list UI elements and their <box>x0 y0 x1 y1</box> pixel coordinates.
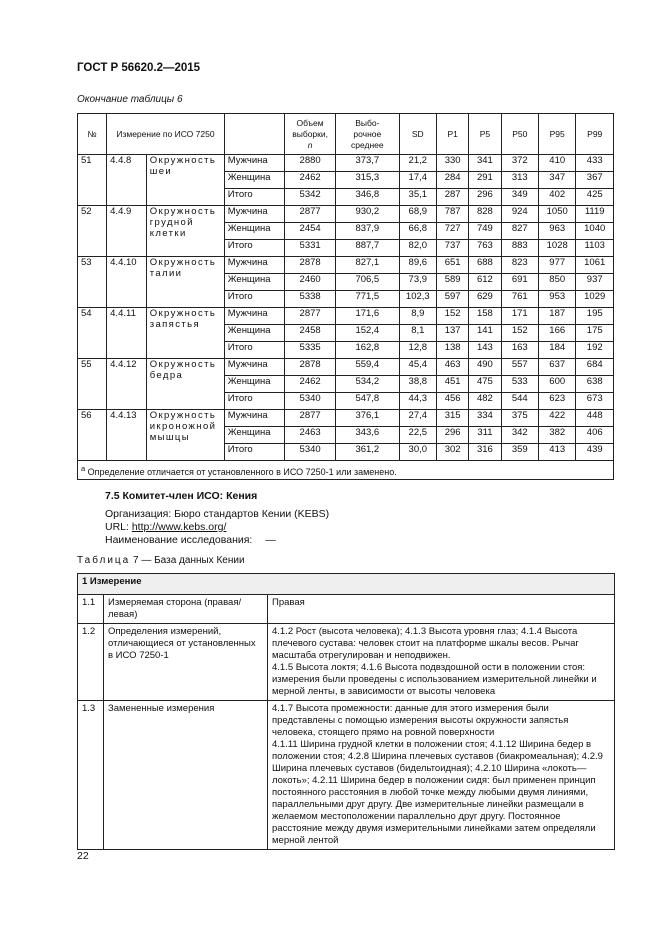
value-cell: 349 <box>501 189 538 206</box>
value-cell: 600 <box>538 376 575 393</box>
value-cell: 376,1 <box>336 410 399 427</box>
group-cell: Мужчина <box>224 359 284 376</box>
value-cell: 5342 <box>285 189 336 206</box>
group-cell: Женщина <box>224 427 284 444</box>
table6-footnote-row <box>78 461 614 480</box>
value-cell: 402 <box>538 189 575 206</box>
value-cell: 2462 <box>285 376 336 393</box>
value-cell: 410 <box>538 155 575 172</box>
value-cell: 316 <box>469 444 501 461</box>
value-cell: 171,6 <box>336 308 399 325</box>
table6-caption: Окончание таблицы 6 <box>77 94 183 105</box>
value-cell: 534,2 <box>336 376 399 393</box>
value-cell: 73,9 <box>399 274 436 291</box>
group-cell: Мужчина <box>224 410 284 427</box>
value-cell: 346,8 <box>336 189 399 206</box>
value-cell: 284 <box>437 172 469 189</box>
value-cell: 175 <box>576 325 614 342</box>
value-cell: 367 <box>576 172 614 189</box>
table7 <box>77 573 615 850</box>
group-cell: Итого <box>224 444 284 461</box>
col-measure: Измерение по ИСО 7250 <box>107 114 225 155</box>
table6 <box>77 113 614 480</box>
document-header: ГОСТ Р 56620.2—2015 <box>77 62 201 74</box>
value-cell: 330 <box>437 155 469 172</box>
value-cell: 637 <box>538 359 575 376</box>
value-cell: 2462 <box>285 172 336 189</box>
value-cell: 787 <box>437 206 469 223</box>
group-cell: Итого <box>224 342 284 359</box>
row-number: 56 <box>78 410 107 461</box>
value-cell: 82,0 <box>399 240 436 257</box>
value-cell: 559,4 <box>336 359 399 376</box>
value-cell: 313 <box>501 172 538 189</box>
value-cell: 296 <box>437 427 469 444</box>
paragraph: 4.1.2 Рост (высота человека); 4.1.3 Высота уровня глаз; 4.1.4 Высота плечевого сустава: человек стоит на платформе шкалы весов. Рычаг масштаба отрегулирован и неподвижен. <box>272 626 579 661</box>
value-cell: 291 <box>469 172 501 189</box>
url-label: URL: <box>105 521 132 533</box>
value-cell: 162,8 <box>336 342 399 359</box>
value-cell: 837,9 <box>336 223 399 240</box>
measure-code: 4.4.10 <box>107 257 147 308</box>
group-cell: Мужчина <box>224 206 284 223</box>
value-cell: 2463 <box>285 427 336 444</box>
study-line <box>105 534 276 546</box>
value-cell: 287 <box>437 189 469 206</box>
row-number: 1.1 <box>78 595 104 624</box>
value-cell: 35,1 <box>399 189 436 206</box>
measure-code: 4.4.12 <box>107 359 147 410</box>
value-cell: 2454 <box>285 223 336 240</box>
value-cell: 1103 <box>576 240 614 257</box>
group-cell: Итого <box>224 240 284 257</box>
value-cell: 2877 <box>285 410 336 427</box>
value-cell: 372 <box>501 155 538 172</box>
measure-code: 4.4.11 <box>107 308 147 359</box>
value-cell: 737 <box>437 240 469 257</box>
group-cell: Женщина <box>224 223 284 240</box>
url-line <box>105 521 226 533</box>
row-number: 54 <box>78 308 107 359</box>
measure-name: Окружность шеи <box>146 155 224 206</box>
value-cell: 589 <box>437 274 469 291</box>
group-cell: Мужчина <box>224 155 284 172</box>
value-cell: 827,1 <box>336 257 399 274</box>
value-cell: 691 <box>501 274 538 291</box>
value-cell: 623 <box>538 393 575 410</box>
measure-code: 4.4.13 <box>107 410 147 461</box>
paragraph: 4.1.11 Ширина грудной клетки в положении стоя; 4.1.12 Ширина бедер в положении стоя; 4.2.8 Ширина плечевых суставов (биакромеальная); 4.2.9 Ширина плечевых суставов (бидельтоидная); 4.2.10 Ширина «локоть—локоть»; 4.2.11 Ширина бедер в положении сидя: был применен принцип постоянного расстояния в любой точке между любыми двумя линиями, параллельными друг другу. Две измерительные линейки размещали в желаемом местоположении параллельно друг другу. Постоянное расстояние между двумя измерительными линейками затем определяли мерной лентой <box>272 739 603 846</box>
study-label: Наименование исследования: <box>105 534 253 546</box>
value-cell: 152,4 <box>336 325 399 342</box>
value-cell: 883 <box>501 240 538 257</box>
organization-line: Организация: Бюро стандартов Кении (KEBS) <box>105 508 330 520</box>
value-cell: 887,7 <box>336 240 399 257</box>
value-cell: 425 <box>576 189 614 206</box>
value-cell: 347 <box>538 172 575 189</box>
value-cell: 5340 <box>285 393 336 410</box>
value-cell: 827 <box>501 223 538 240</box>
value-cell: 433 <box>576 155 614 172</box>
section-title: 7.5 Комитет-член ИСО: Кения <box>105 490 258 502</box>
value-cell: 463 <box>437 359 469 376</box>
value-cell: 17,4 <box>399 172 436 189</box>
value-cell: 930,2 <box>336 206 399 223</box>
value-cell: 761 <box>501 291 538 308</box>
value-cell: 763 <box>469 240 501 257</box>
value-cell: 2877 <box>285 206 336 223</box>
row-value <box>268 624 615 701</box>
group-cell: Женщина <box>224 172 284 189</box>
group-cell: Мужчина <box>224 257 284 274</box>
value-cell: 102,3 <box>399 291 436 308</box>
value-cell: 850 <box>538 274 575 291</box>
value-cell: 342 <box>501 427 538 444</box>
value-cell: 482 <box>469 393 501 410</box>
paragraph: Правая <box>272 597 305 608</box>
table7-caption-text: 7 — База данных Кении <box>130 555 245 566</box>
value-cell: 673 <box>576 393 614 410</box>
value-cell: 296 <box>469 189 501 206</box>
value-cell: 2878 <box>285 257 336 274</box>
value-cell: 456 <box>437 393 469 410</box>
value-cell: 5338 <box>285 291 336 308</box>
table7-header: 1 Измерение <box>78 574 615 595</box>
value-cell: 1028 <box>538 240 575 257</box>
value-cell: 143 <box>469 342 501 359</box>
value-cell: 544 <box>501 393 538 410</box>
value-cell: 2458 <box>285 325 336 342</box>
col-p5: P5 <box>469 114 501 155</box>
measure-code: 4.4.8 <box>107 155 147 206</box>
value-cell: 89,6 <box>399 257 436 274</box>
measure-name: Окружность икроножной мышцы <box>146 410 224 461</box>
table-row <box>78 206 614 223</box>
value-cell: 475 <box>469 376 501 393</box>
table-row <box>78 624 615 701</box>
value-cell: 977 <box>538 257 575 274</box>
group-cell: Женщина <box>224 274 284 291</box>
value-cell: 311 <box>469 427 501 444</box>
row-number: 51 <box>78 155 107 206</box>
value-cell: 5331 <box>285 240 336 257</box>
measure-code: 4.4.9 <box>107 206 147 257</box>
value-cell: 373,7 <box>336 155 399 172</box>
value-cell: 706,5 <box>336 274 399 291</box>
value-cell: 651 <box>437 257 469 274</box>
table7-caption-prefix: Таблица <box>77 555 131 566</box>
value-cell: 38,8 <box>399 376 436 393</box>
col-sample-size: Объем выборки, n <box>285 114 336 155</box>
value-cell: 152 <box>437 308 469 325</box>
measure-name: Окружность бедра <box>146 359 224 410</box>
value-cell: 30,0 <box>399 444 436 461</box>
table7-caption <box>77 555 245 566</box>
value-cell: 158 <box>469 308 501 325</box>
table7-header-row <box>78 574 615 595</box>
paragraph: 4.1.7 Высота промежности: данные для этого измерения были представлены с помощью измерения высоты окружности запястья человека, стоящего прямо на ровной поверхности <box>272 703 569 738</box>
value-cell: 612 <box>469 274 501 291</box>
value-cell: 2880 <box>285 155 336 172</box>
table6-header-row <box>78 114 614 155</box>
value-cell: 27,4 <box>399 410 436 427</box>
value-cell: 334 <box>469 410 501 427</box>
value-cell: 5340 <box>285 444 336 461</box>
table-row <box>78 595 615 624</box>
value-cell: 1119 <box>576 206 614 223</box>
row-number: 1.3 <box>78 701 104 850</box>
measure-name: Окружность грудной клетки <box>146 206 224 257</box>
value-cell: 45,4 <box>399 359 436 376</box>
value-cell: 727 <box>437 223 469 240</box>
value-cell: 937 <box>576 274 614 291</box>
value-cell: 302 <box>437 444 469 461</box>
row-number: 52 <box>78 206 107 257</box>
value-cell: 137 <box>437 325 469 342</box>
value-cell: 361,2 <box>336 444 399 461</box>
value-cell: 382 <box>538 427 575 444</box>
value-cell: 343,6 <box>336 427 399 444</box>
table-row <box>78 410 614 427</box>
col-no: № <box>78 114 107 155</box>
value-cell: 66,8 <box>399 223 436 240</box>
group-cell: Мужчина <box>224 308 284 325</box>
col-sd: SD <box>399 114 436 155</box>
value-cell: 1061 <box>576 257 614 274</box>
measure-name: Окружность талии <box>146 257 224 308</box>
group-cell: Женщина <box>224 325 284 342</box>
value-cell: 2877 <box>285 308 336 325</box>
col-p50: P50 <box>501 114 538 155</box>
value-cell: 138 <box>437 342 469 359</box>
value-cell: 8,1 <box>399 325 436 342</box>
table-row <box>78 155 614 172</box>
row-label: Замененные измерения <box>104 701 268 850</box>
value-cell: 1029 <box>576 291 614 308</box>
value-cell: 2460 <box>285 274 336 291</box>
value-cell: 533 <box>501 376 538 393</box>
table-row <box>78 308 614 325</box>
col-p95: P95 <box>538 114 575 155</box>
value-cell: 413 <box>538 444 575 461</box>
row-number: 53 <box>78 257 107 308</box>
value-cell: 187 <box>538 308 575 325</box>
row-number: 1.2 <box>78 624 104 701</box>
value-cell: 315 <box>437 410 469 427</box>
value-cell: 406 <box>576 427 614 444</box>
value-cell: 547,8 <box>336 393 399 410</box>
value-cell: 68,9 <box>399 206 436 223</box>
col-mean: Выбо- рочное среднее <box>336 114 399 155</box>
row-value <box>268 701 615 850</box>
group-cell: Итого <box>224 291 284 308</box>
value-cell: 171 <box>501 308 538 325</box>
table6-footnote: $^a$ Определение отличается от установленного в ИСО 7250-1 или заменено. <box>78 461 614 480</box>
col-p99: P99 <box>576 114 614 155</box>
value-cell: 953 <box>538 291 575 308</box>
value-cell: 166 <box>538 325 575 342</box>
value-cell: 684 <box>576 359 614 376</box>
value-cell: 490 <box>469 359 501 376</box>
value-cell: 8,9 <box>399 308 436 325</box>
value-cell: 448 <box>576 410 614 427</box>
page-number: 22 <box>77 850 89 862</box>
value-cell: 375 <box>501 410 538 427</box>
value-cell: 341 <box>469 155 501 172</box>
table6-body <box>78 155 614 461</box>
value-cell: 152 <box>501 325 538 342</box>
paragraph: 4.1.5 Высота локтя; 4.1.6 Высота подвздошной ости в положении стоя: измерения были проведены с использованием измерительной линейки и мерной ленты, в зависимости от высоты человека <box>272 662 597 697</box>
table-row <box>78 359 614 376</box>
value-cell: 2878 <box>285 359 336 376</box>
value-cell: 963 <box>538 223 575 240</box>
col-p1: P1 <box>437 114 469 155</box>
table-row <box>78 257 614 274</box>
value-cell: 21,2 <box>399 155 436 172</box>
value-cell: 629 <box>469 291 501 308</box>
group-cell: Женщина <box>224 376 284 393</box>
value-cell: 638 <box>576 376 614 393</box>
study-value: — <box>265 534 276 546</box>
value-cell: 597 <box>437 291 469 308</box>
value-cell: 924 <box>501 206 538 223</box>
value-cell: 823 <box>501 257 538 274</box>
url-link[interactable]: http://www.kebs.org/ <box>131 521 227 533</box>
value-cell: 451 <box>437 376 469 393</box>
col-group <box>224 114 284 155</box>
group-cell: Итого <box>224 189 284 206</box>
value-cell: 184 <box>538 342 575 359</box>
value-cell: 1040 <box>576 223 614 240</box>
value-cell: 163 <box>501 342 538 359</box>
measure-name: Окружность запястья <box>146 308 224 359</box>
table-row <box>78 701 615 850</box>
value-cell: 828 <box>469 206 501 223</box>
value-cell: 688 <box>469 257 501 274</box>
value-cell: 359 <box>501 444 538 461</box>
value-cell: 192 <box>576 342 614 359</box>
row-label: Определения измерений, отличающиеся от установленных в ИСО 7250-1 <box>104 624 268 701</box>
group-cell: Итого <box>224 393 284 410</box>
value-cell: 771,5 <box>336 291 399 308</box>
value-cell: 315,3 <box>336 172 399 189</box>
value-cell: 5335 <box>285 342 336 359</box>
row-number: 55 <box>78 359 107 410</box>
row-value <box>268 595 615 624</box>
value-cell: 439 <box>576 444 614 461</box>
value-cell: 12,8 <box>399 342 436 359</box>
value-cell: 195 <box>576 308 614 325</box>
value-cell: 1050 <box>538 206 575 223</box>
value-cell: 44,3 <box>399 393 436 410</box>
value-cell: 141 <box>469 325 501 342</box>
value-cell: 749 <box>469 223 501 240</box>
value-cell: 422 <box>538 410 575 427</box>
value-cell: 557 <box>501 359 538 376</box>
value-cell: 22,5 <box>399 427 436 444</box>
row-label: Измеряемая сторона (правая/левая) <box>104 595 268 624</box>
